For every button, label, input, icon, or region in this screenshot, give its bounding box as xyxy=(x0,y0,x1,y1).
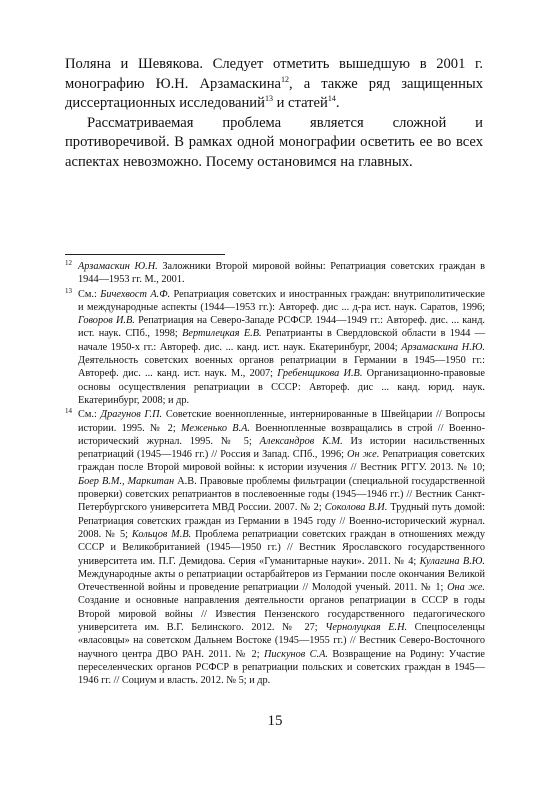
paragraph-text: и статей xyxy=(272,95,328,112)
footnote-text: Деятельность советских военных органов репатриации в Германии в 1945—1950 гг.: Автореф. дис. ... канд. ист. наук. М., 2007; xyxy=(78,355,485,380)
footnote-text: Репатрианты в Свердловской области в 1944 — начале 1950-х гг.: Автореф. дис. ... канд. ист. наук. Екатеринбург, 2004; xyxy=(78,328,485,353)
footnote-text: Советские военнопленные, интернированные в Швейцарии // Вопросы истории. 1995. № 2; xyxy=(78,409,485,434)
footnote-text: Военнопленные возвращались в строй // Военно-исторический журнал. 1995. № 5; xyxy=(78,422,485,447)
footnotes xyxy=(65,260,485,689)
author-name: Пискунов С.А. xyxy=(263,648,328,660)
footnote-text: Проблема репатриации советских граждан в отношениях между СССР и Великобританией (1945—1950 гг.) // Вестник Ярославского государственного университета им. П.Г. Демидова. Серия «Гуманитарные науки». 2011. № 4; xyxy=(78,528,485,567)
paragraph-text: , а также ряд защищенных диссертационных исследований xyxy=(65,75,483,112)
footnote-13 xyxy=(65,288,485,408)
footnote-text: Международные акты о репатриации остарбайтеров из Германии после окончания Великой Отечественной войны и проведение репатриации // Молодой ученый. 2011. № 1; xyxy=(78,568,485,594)
footnote-text: А.В. Правовые проблемы фильтрации (специальной государственной проверки) советских репатриантов в послевоенные годы (1945—1946 гг.) // Вестник Санкт-Петербургского университета МВД России. 2007. № 2; xyxy=(78,475,485,514)
footnote-12 xyxy=(65,260,485,287)
author-name: Говоров И.В. xyxy=(78,315,135,327)
footnote-text: Репатриация на Северо-Западе РСФСР. 1944—1949 гг.: Автореф. дис. ... канд. ист. наук. СПб., 1998; xyxy=(78,315,486,340)
author-name: Драгунов Г.П. xyxy=(100,409,163,421)
footnote-text: Возвращение на Родину: Участие переселенческих органов РСФСР в репатриации польских и советских граждан в 1945—1946 гг. // Социум и власть. 2012. № 5; и др. xyxy=(78,648,485,687)
author-name: Арзамаскин Ю.Н. xyxy=(78,261,158,272)
footnote-divider xyxy=(65,254,225,255)
footnote-text: Трудный путь домой: Репатриация советских граждан из Германии в 1945 году // Военно-исторический журнал. 2008. № 5; xyxy=(78,502,485,540)
author-name: Чернолуцкая Е.Н. xyxy=(325,622,408,634)
paragraph-2: Рассматриваемая проблема является сложной и противоречивой. В рамках одной монографии осветить ее во всех аспектах невозможно. Посему остановимся на главных. xyxy=(65,114,483,170)
footnote-text: См.: xyxy=(78,409,101,421)
page-number: 15 xyxy=(267,713,283,729)
footnote-text: Заложники Второй мировой войны: Репатриация советских граждан в 1944—1953 гг. М., 2001. xyxy=(78,261,485,286)
author-name: Боер В.М., Маркитан xyxy=(78,475,175,487)
footnote-text: Репатриация советских и иностранных граждан: внутриполитические и международные аспекты (1944—1953 гг.): Автореф. дис ... д-ра ист. наук. Саратов, 1996; xyxy=(78,288,485,313)
author-name: Соколова В.И. xyxy=(324,502,388,514)
author-name: Александров К.М. xyxy=(259,435,343,447)
paragraph-1 xyxy=(65,55,483,114)
footnote-text: Создание и основные направления деятельности органов репатриации в СССР в годы Второй мировой войны // Известия Пензенского государственного педагогического университета им. В.Г. Белинского. 2012. № 27; xyxy=(78,595,485,634)
paragraph-text: . xyxy=(335,95,340,112)
author-name: Кольцов М.В. xyxy=(131,528,192,540)
footnote-text: Спецпоселенцы «власовцы» на советском Дальнем Востоке (1945—1955 гг.) // Вестник Северо-Восточного научного центра ДВО РАН. 2011. № 2; xyxy=(78,622,485,660)
footnote-text: Репатриация советских граждан после Второй мировой войны: к истории изучения // Вестник РГГУ. 2013. № 10; xyxy=(78,449,485,474)
author-name: Меженько В.А. xyxy=(180,422,251,434)
author-name: Вертилецкая Е.В. xyxy=(182,328,262,340)
footnote-text: Организационно-правовые основы осуществления репатриации в СССР: Автореф. дис ... канд. юрид. наук. Екатеринбург, 2008; и др. xyxy=(78,368,485,406)
author-name: Бичехвост А.Ф. xyxy=(100,288,171,300)
footnote-number: 12 xyxy=(65,259,72,267)
paragraph-text: Поляна и Шевякова. Следует отметить вышедшую в 2001 г. монографию Ю.Н. Арзамаскина xyxy=(65,56,483,92)
footnote-text: См.: xyxy=(78,288,101,300)
footnote-14 xyxy=(65,408,485,687)
author-name: Он же. xyxy=(347,449,380,461)
author-name: Она же. xyxy=(447,582,486,594)
footnote-text: Из истории насильственных репатриаций (1945—1946 гг.) // Россия и Запад. СПб., 1996; xyxy=(78,435,485,461)
author-name: Арзамаскина Н.Ю. xyxy=(401,341,485,353)
main-text xyxy=(65,55,483,173)
footnote-ref-13[interactable]: 13 xyxy=(264,94,273,104)
author-name: Гребенщикова И.В. xyxy=(277,368,363,380)
footnote-number: 14 xyxy=(65,407,72,416)
author-name: Кулагина В.Ю. xyxy=(419,555,485,567)
footnote-ref-12[interactable]: 12 xyxy=(281,74,290,84)
footnote-number: 13 xyxy=(65,286,72,295)
footnote-ref-14[interactable]: 14 xyxy=(327,94,336,104)
